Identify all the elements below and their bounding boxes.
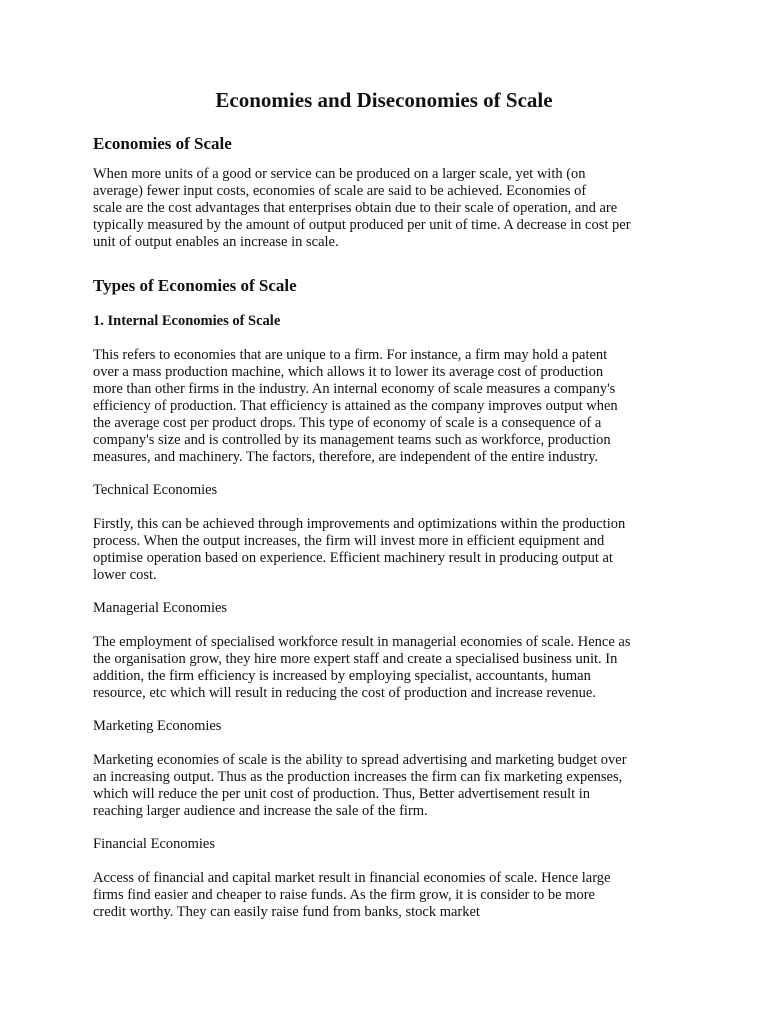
text-line: firms find easier and cheaper to raise funds. As the firm grow, it is consider to be more — [93, 887, 595, 903]
paragraph-economies-intro — [93, 166, 693, 251]
text-line: scale are the cost advantages that enterprises obtain due to their scale of operation, and are — [93, 200, 618, 216]
heading-economies-of-scale: Economies of Scale — [93, 134, 232, 153]
text-line: The employment of specialised workforce result in managerial economies of scale. Hence as — [93, 634, 631, 650]
text-line: which will reduce the per unit cost of production. Thus, Better advertisement result in — [93, 786, 591, 802]
text-line: an increasing output. Thus as the production increases the firm can fix marketing expenses, — [93, 769, 623, 785]
text-line: optimise operation based on experience. Efficient machinery result in producing output at — [93, 550, 613, 566]
text-line: Access of financial and capital market result in financial economies of scale. Hence large — [93, 870, 611, 886]
paragraph-marketing-economies — [93, 752, 693, 820]
label-technical-economies: Technical Economies — [93, 482, 218, 498]
label-managerial-economies: Managerial Economies — [93, 600, 228, 616]
paragraph-managerial-economies — [93, 634, 693, 702]
text-line: Marketing economies of scale is the ability to spread advertising and marketing budget over — [93, 752, 627, 768]
text-line: over a mass production machine, which allows it to lower its average cost of production — [93, 364, 604, 380]
text-line: credit worthy. They can easily raise fund from banks, stock market — [93, 904, 480, 920]
label-marketing-economies: Marketing Economies — [93, 718, 222, 734]
text-line: measures, and machinery. The factors, therefore, are independent of the entire industry. — [93, 449, 599, 465]
label-financial-economies: Financial Economies — [93, 836, 216, 852]
text-line: unit of output enables an increase in scale. — [93, 234, 339, 250]
text-line: process. When the output increases, the firm will invest more in efficient equipment and — [93, 533, 605, 549]
text-line: Firstly, this can be achieved through improvements and optimizations within the production — [93, 516, 626, 532]
text-line: typically measured by the amount of output produced per unit of time. A decrease in cost per — [93, 217, 631, 233]
text-line: the organisation grow, they hire more expert staff and create a specialised business unit. In — [93, 651, 618, 667]
text-line: This refers to economies that are unique to a firm. For instance, a firm may hold a patent — [93, 347, 608, 363]
paragraph-internal-economies — [93, 347, 693, 466]
text-line: lower cost. — [93, 567, 157, 583]
heading-types-of-economies: Types of Economies of Scale — [93, 276, 297, 295]
paragraph-financial-economies — [93, 870, 693, 921]
subheading-internal-economies: 1. Internal Economies of Scale — [93, 313, 281, 329]
text-line: company's size and is controlled by its management teams such as workforce, production — [93, 432, 611, 448]
text-line: addition, the firm efficiency is increased by employing specialist, accountants, human — [93, 668, 591, 684]
document-title: Economies and Diseconomies of Scale — [215, 88, 553, 112]
text-line: efficiency of production. That efficiency is attained as the company improves output when — [93, 398, 618, 414]
text-line: the average cost per product drops. This type of economy of scale is a consequence of a — [93, 415, 602, 431]
text-line: average) fewer input costs, economies of scale are said to be achieved. Economies of — [93, 183, 587, 199]
text-line: When more units of a good or service can be produced on a larger scale, yet with (on — [93, 166, 586, 182]
text-line: resource, etc which will result in reducing the cost of production and increase revenue. — [93, 685, 596, 701]
paragraph-technical-economies — [93, 516, 693, 584]
text-line: reaching larger audience and increase the sale of the firm. — [93, 803, 428, 819]
text-line: more than other firms in the industry. An internal economy of scale measures a company's — [93, 381, 616, 397]
